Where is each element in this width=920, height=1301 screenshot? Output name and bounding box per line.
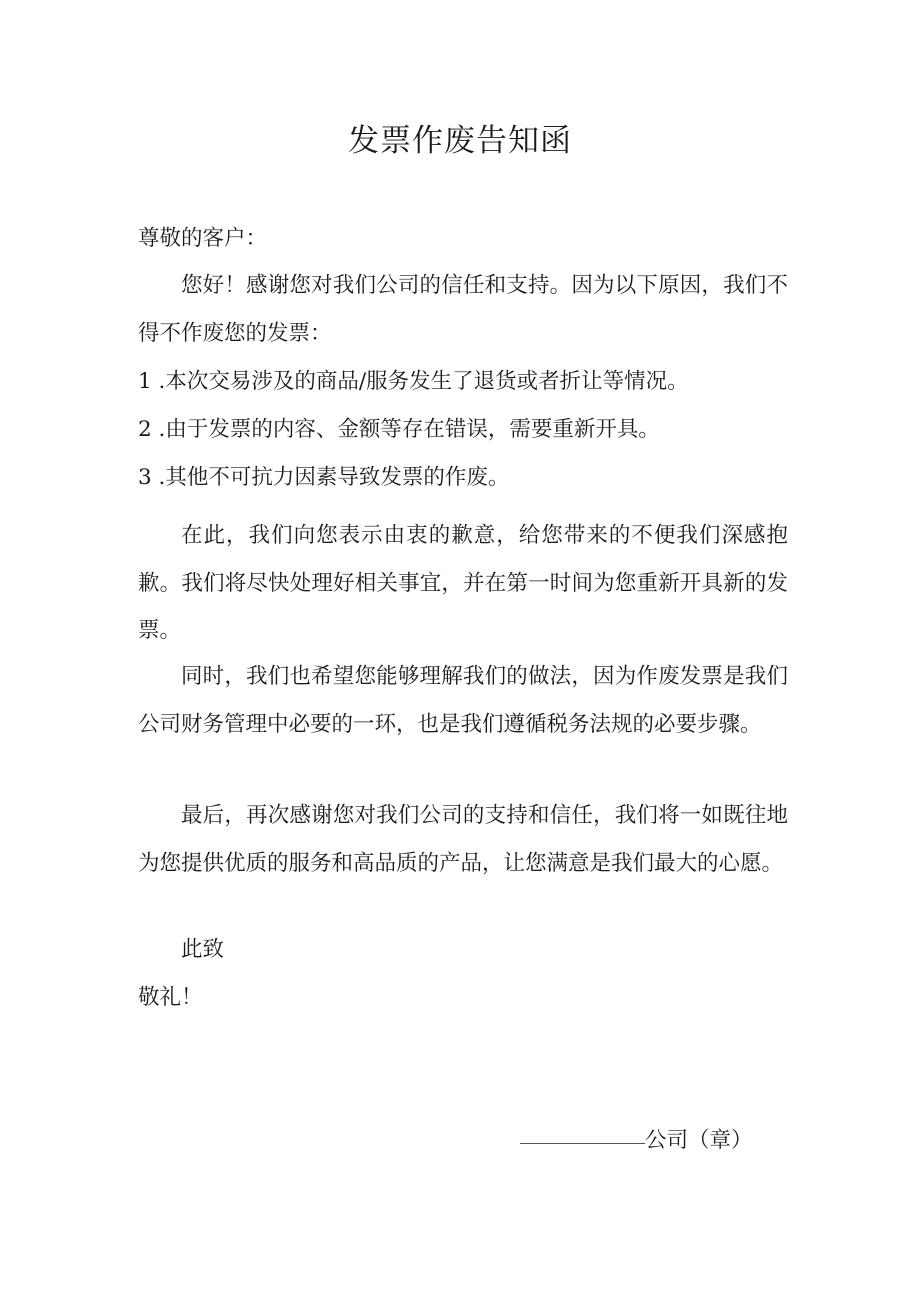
closing-line-1-text: 此致 <box>181 937 225 962</box>
closing-line-1 <box>138 926 788 974</box>
understanding-paragraph <box>138 653 788 748</box>
signature-blank-line <box>520 1142 645 1144</box>
intro-paragraph-text: 您好！感谢您对我们公司的信任和支持。因为以下原因，我们不得不作废您的发票： <box>138 273 788 346</box>
signature-text: 公司（章） <box>645 1128 753 1153</box>
apology-paragraph <box>138 512 788 655</box>
signature-block <box>520 1118 753 1164</box>
list-item: 1 .本次交易涉及的商品/服务发生了退货或者折让等情况。 <box>138 369 689 394</box>
apology-paragraph-text: 在此，我们向您表示由衷的歉意，给您带来的不便我们深感抱歉。我们将尽快处理好相关事宜，并在第一时间为您重新开具新的发票。 <box>138 523 788 643</box>
reason-list <box>138 358 788 502</box>
intro-paragraph <box>138 262 788 357</box>
document-title: 发票作废告知函 <box>348 123 572 159</box>
thanks-paragraph-text: 最后，再次感谢您对我们公司的支持和信任，我们将一如既往地为您提供优质的服务和高品质的产品，让您满意是我们最大的心愿。 <box>138 803 788 876</box>
closing-line-2 <box>138 974 788 1022</box>
list-item: 3 .其他不可抗力因素导致发票的作废。 <box>138 465 510 490</box>
thanks-paragraph <box>138 792 788 887</box>
salutation-text: 尊敬的客户： <box>138 226 268 251</box>
salutation <box>138 215 788 263</box>
list-item: 2 .由于发票的内容、金额等存在错误，需要重新开具。 <box>138 417 660 442</box>
understanding-paragraph-text: 同时，我们也希望您能够理解我们的做法，因为作废发票是我们公司财务管理中必要的一环，也是我们遵循税务法规的必要步骤。 <box>138 664 788 737</box>
closing-line-2-text: 敬礼！ <box>138 985 203 1010</box>
